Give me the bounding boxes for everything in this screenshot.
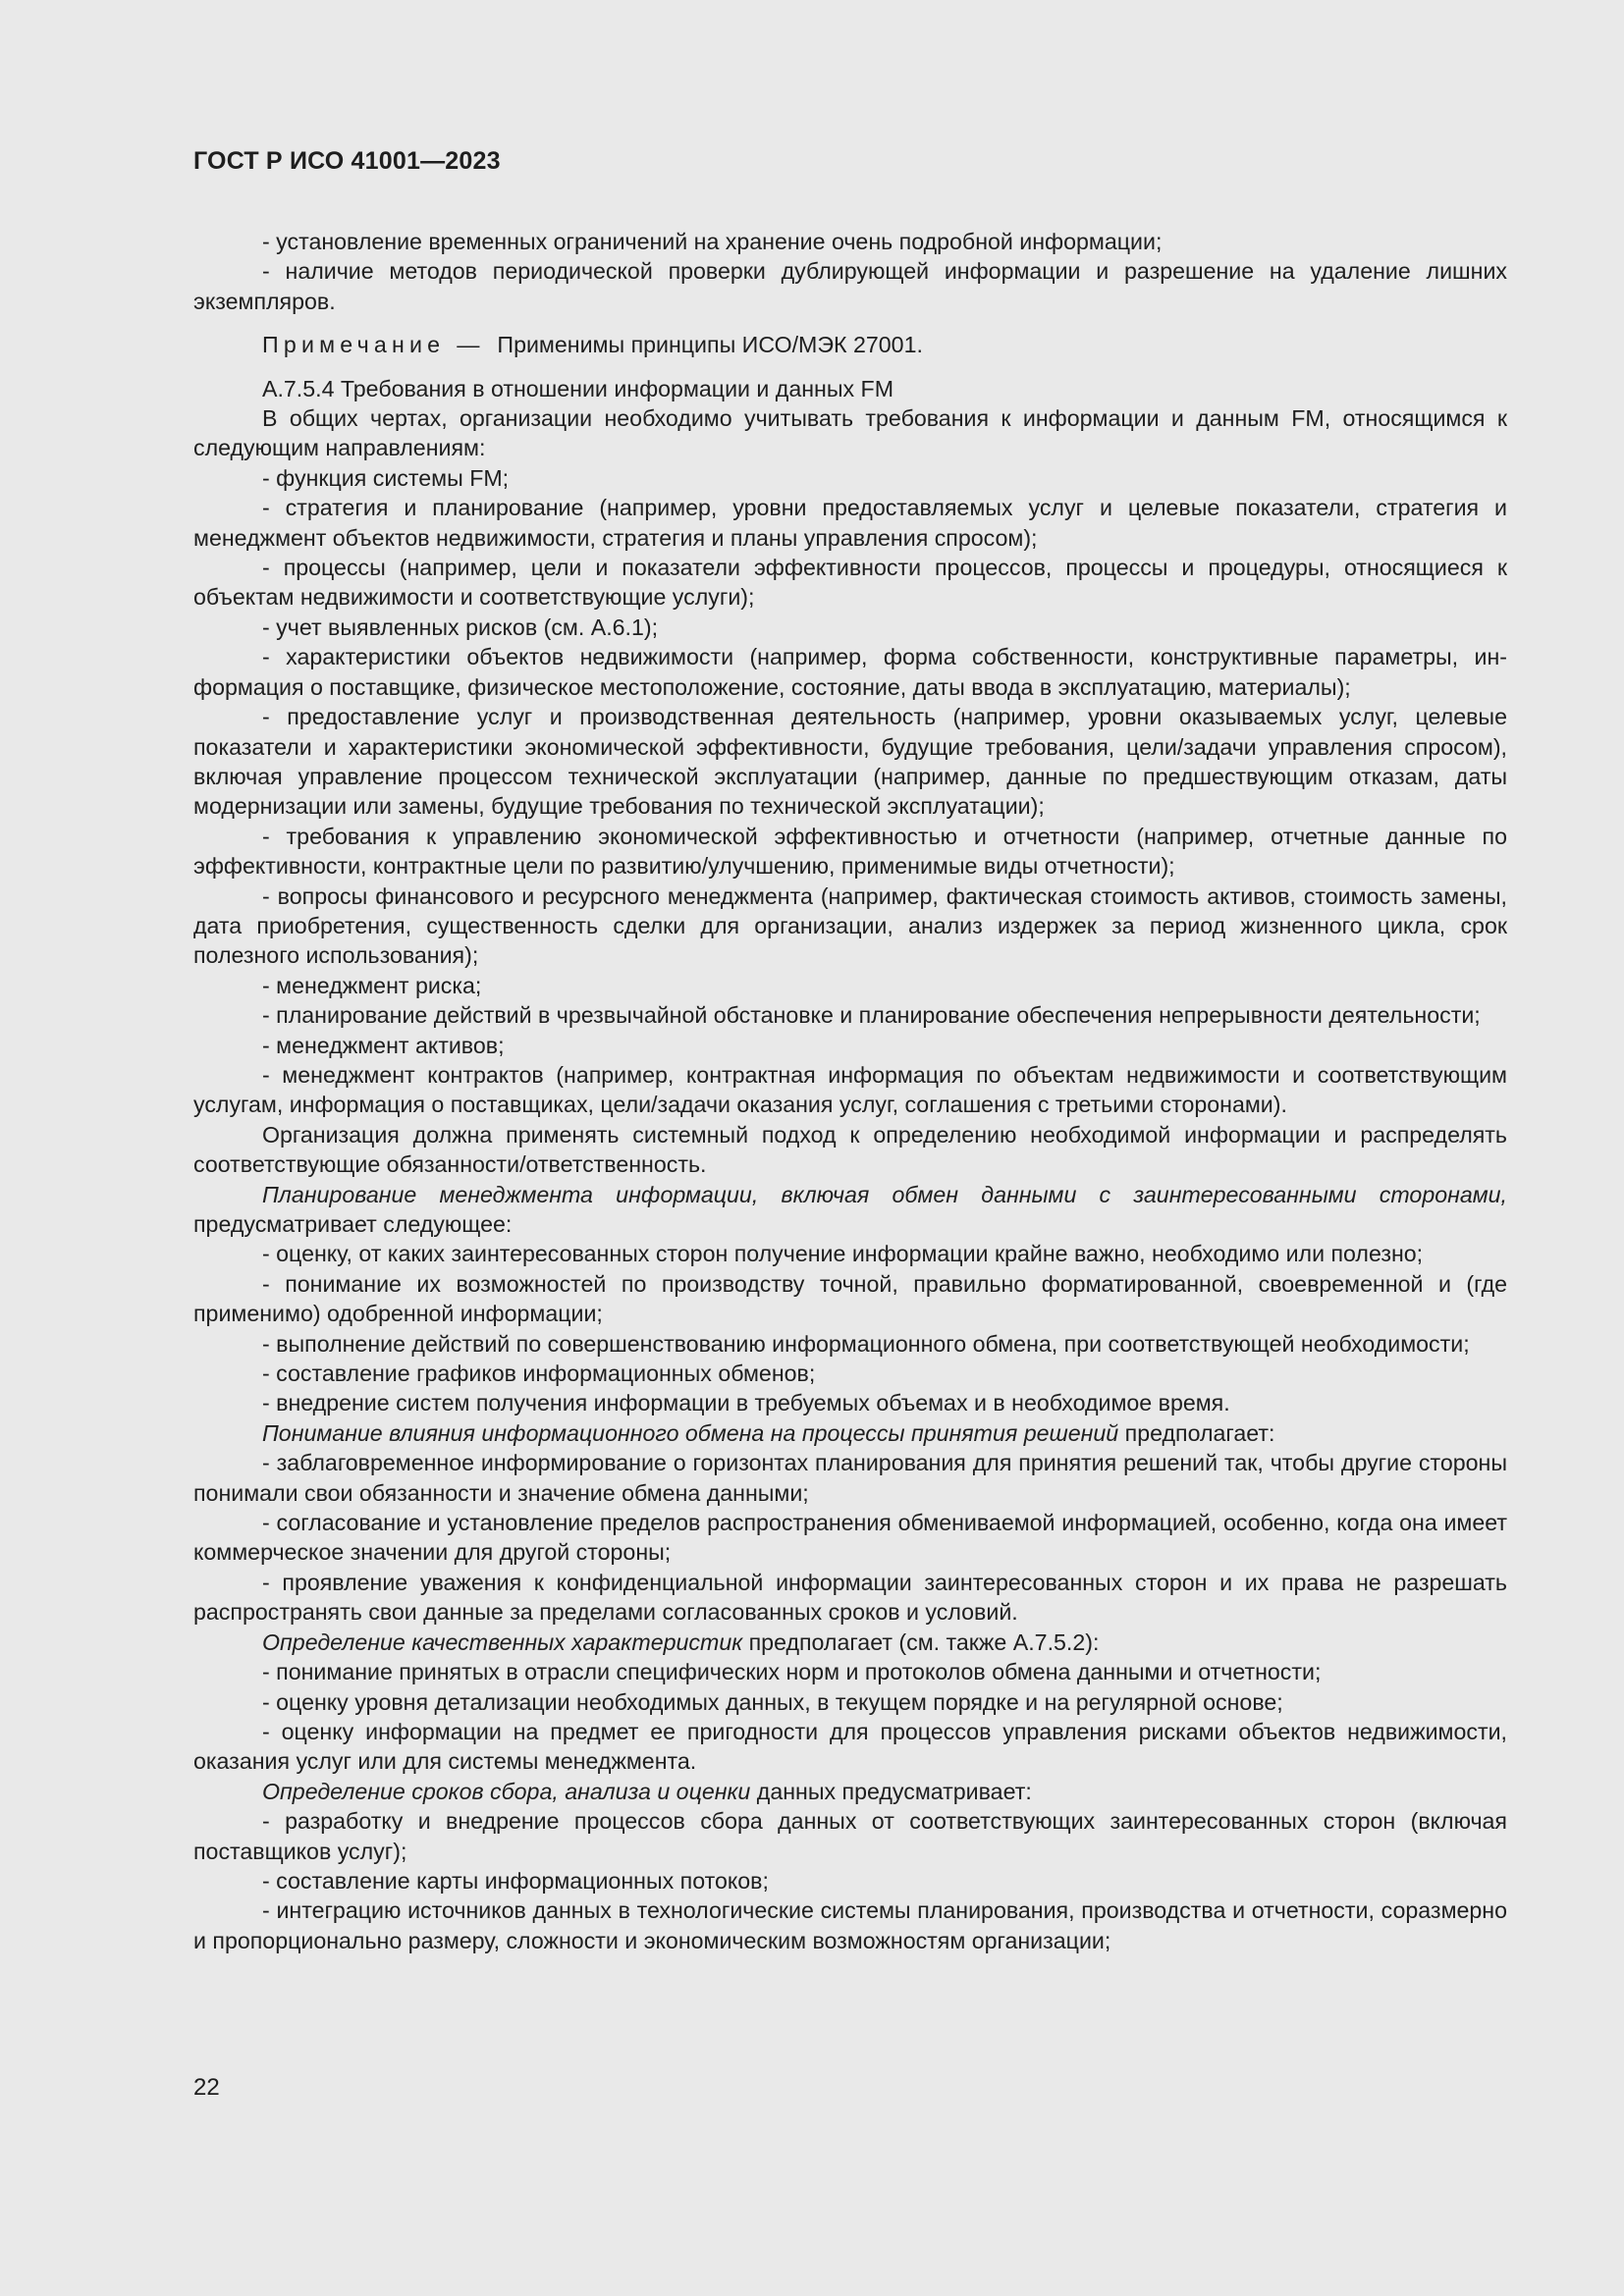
page-number: 22 xyxy=(193,2074,220,2101)
paragraph: А.7.5.4 Требования в отношении информации и данных FM xyxy=(262,375,894,401)
paragraph: - учет выявленных рисков (см. А.6.1); xyxy=(262,614,659,640)
note-text: Применимы принципы ИСО/МЭК 27001. xyxy=(497,332,923,358)
paragraph: - составление графиков информационных обменов; xyxy=(262,1361,816,1387)
paragraph: - стратегия и планирование (например, уровни предоставляемых услуг и целевые показатели, стратегия и менеджмент объектов недвижимости, стратегия и планы управления спросом); xyxy=(193,495,1507,551)
note-label: Примечание xyxy=(262,332,446,358)
paragraph: - составление карты информационных потоков; xyxy=(262,1867,769,1894)
paragraph: - проявление уважения к конфиденциальной информации заинтересованных сторон и их права не разрешать распространять свои данные за пределами согласованных сроков и условий. xyxy=(193,1569,1507,1626)
paragraph: - менеджмент риска; xyxy=(262,972,482,998)
paragraph: - вопросы финансового и ресурсного менеджмента (например, фактическая стоимость активов, стоимость замены, дата приобретения, существенность сделки для организации, анализ издержек за период жизненного цикла, срок полезного использования); xyxy=(193,882,1507,969)
lead-rest-text: данных предусматривает: xyxy=(750,1778,1032,1804)
paragraph: - понимание их возможностей по производству точной, правильно форматированной, своевременной и (где применимо) одобренной информации; xyxy=(193,1270,1507,1327)
paragraph: - предоставление услуг и производственная деятельность (например, уровни оказываемых услуг, целевые показатели и характеристики экономической эффективности, будущие требования, цели/задачи управления спросом), включая управление процессом технической эксплуатации (например, данные по предшествующим отказам, даты модернизации или замены, будущие требования по технической эксплуатации); xyxy=(193,704,1507,820)
lead-rest-text: предполагает (см. также А.7.5.2): xyxy=(742,1629,1100,1655)
lead-italic-text: Определение качественных характеристик xyxy=(262,1629,743,1655)
paragraph: - оценку, от каких заинтересованных сторон получение информации крайне важно, необходимо или полезно; xyxy=(262,1241,1424,1267)
paragraph: - наличие методов периодической проверки дублирующей информации и разрешение на удаление лишних экземпляров. xyxy=(193,258,1507,314)
note-dash: — xyxy=(457,332,480,358)
paragraph: - выполнение действий по совершенствованию информационного обмена, при соответствующей необходимости; xyxy=(262,1330,1470,1357)
paragraph: - требования к управлению экономической эффективностью и отчетности (например, отчетные данные по эффективности, контрактные цели по развитию/улучшению, применимые виды отчетности); xyxy=(193,823,1507,880)
lead-paragraph xyxy=(193,1180,1507,1240)
lead-rest-text: предусматривает следующее: xyxy=(193,1211,513,1237)
note-paragraph xyxy=(193,330,1507,359)
paragraph: - разработку и внедрение процессов сбора данных от соответствующих заинтересованных сторон (включая поставщиков услуг); xyxy=(193,1808,1507,1864)
lead-italic-text: Понимание влияния информационного обмена на процессы принятия решений xyxy=(262,1419,1119,1446)
paragraph: - интеграцию источников данных в технологические системы планирования, производства и отчетности, соразмерно и пропорционально размеру, сложности и экономическим возможностям организации; xyxy=(193,1897,1507,1953)
document-body xyxy=(193,227,1507,1955)
paragraph: - оценку уровня детализации необходимых данных, в текущем порядке и на регулярной основе; xyxy=(262,1688,1283,1715)
paragraph: - менеджмент активов; xyxy=(262,1032,505,1058)
lead-rest-text: предполагает: xyxy=(1118,1419,1275,1446)
paragraph: - процессы (например, цели и показатели эффективности процессов, процессы и процедуры, относящиеся к объектам недвижимости и соответствующие услуги); xyxy=(193,555,1507,611)
paragraph: - установление временных ограничений на хранение очень подробной информации; xyxy=(262,229,1163,254)
lead-paragraph xyxy=(193,1418,1507,1448)
paragraph: - понимание принятых в отрасли специфических норм и протоколов обмена данными и отчетности; xyxy=(262,1659,1322,1685)
lead-paragraph xyxy=(193,1628,1507,1657)
lead-italic-text: Определение сроков сбора, анализа и оценки xyxy=(262,1778,751,1804)
paragraph: - функция системы FM; xyxy=(262,464,510,491)
paragraph: - заблаговременное информирование о горизонтах планирования для принятия решений так, чтобы другие стороны понимали свои обязанности и значение обмена данными; xyxy=(193,1450,1507,1506)
paragraph: Организация должна применять системный подход к определению необходимой информации и распределять соответствующие обязанности/ответственность. xyxy=(193,1121,1507,1178)
paragraph: - оценку информации на предмет ее пригодности для процессов управления рисками объектов недвижимости, оказания услуг или для системы менеджмента. xyxy=(193,1718,1507,1775)
paragraph: - внедрение систем получения информации в требуемых объемах и в необходимое время. xyxy=(262,1390,1230,1416)
paragraph: В общих чертах, организации необходимо учитывать требования к информации и данным FM, относящимся к следующим направлениям: xyxy=(193,405,1507,461)
paragraph: - менеджмент контрактов (например, контрактная информация по объектам недвижимости и соответствующим услугам, информация о поставщиках, цели/задачи оказания услуг, соглашения с третьими сторонами). xyxy=(193,1061,1507,1118)
paragraph: - планирование действий в чрезвычайной обстановке и планирование обеспечения непрерывности деятельности; xyxy=(262,1002,1481,1029)
lead-italic-text: Планирование менеджмента информации, включая обмен данными с заинтересованными сторонами, xyxy=(262,1181,1507,1207)
paragraph: - согласование и установление пределов распространения обмениваемой информацией, особенно, когда она имеет коммерческое значении для другой стороны; xyxy=(193,1510,1507,1566)
lead-paragraph xyxy=(193,1777,1507,1806)
standard-header: ГОСТ Р ИСО 41001—2023 xyxy=(193,147,501,175)
paragraph: - характеристики объектов недвижимости (например, форма собственности, конструктивные параметры, информация о поставщике, физическое местоположение, состояние, даты ввода в эксплуатацию, материалы); xyxy=(193,644,1507,700)
